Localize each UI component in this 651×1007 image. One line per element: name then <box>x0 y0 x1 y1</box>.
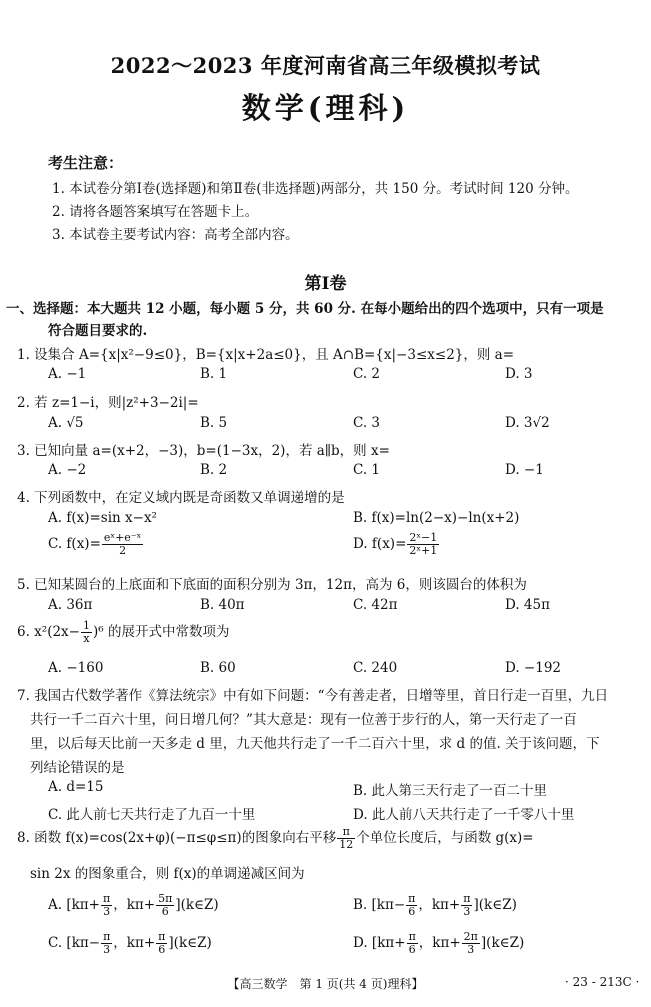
fraction <box>156 931 167 956</box>
q2-option-d: D. 3√2 <box>505 415 550 431</box>
q5-option-c: C. 42π <box>353 597 398 613</box>
notice-heading: 考生注意： <box>48 154 124 172</box>
question-7-stem-line: 列结论错误的是 <box>30 760 125 776</box>
q2-option-a: A. √5 <box>48 415 84 431</box>
opt-text: B. [kπ− <box>353 897 406 914</box>
denominator: 6 <box>408 943 416 957</box>
q6-option-c: C. 240 <box>353 660 398 676</box>
denominator: 6 <box>408 905 416 919</box>
volume-heading: 第Ⅰ卷 <box>304 274 347 294</box>
q5-option-d: D. 45π <box>505 597 550 613</box>
exam-title: 2022～2023 年度河南省高三年级模拟考试 <box>110 53 541 78</box>
numerator: π <box>408 892 416 905</box>
section-instruction-cont: 符合题目要求的. <box>48 323 148 339</box>
fraction <box>407 931 418 956</box>
question-3-stem: 3. 已知向量 a=(x+2，−3)，b=(1−3x，2)，若 a∥b，则 x= <box>17 443 390 459</box>
q4-option-d <box>353 532 440 557</box>
denominator: 2ˣ+1 <box>409 544 438 558</box>
question-4-stem: 4. 下列函数中，在定义域内既是奇函数又单调递增的是 <box>17 490 345 506</box>
denominator: 3 <box>463 905 471 919</box>
numerator: eˣ+e⁻ˣ <box>103 531 142 544</box>
q5-option-b: B. 40π <box>200 597 245 613</box>
denominator: 2 <box>119 544 127 558</box>
q8-option-c <box>48 931 212 956</box>
q8-prefix: 8. 函数 f(x)=cos(2x+φ)(−π≤φ≤π)的图象向右平移 <box>17 830 337 847</box>
q8-option-d <box>353 931 524 956</box>
q2-option-b: B. 5 <box>200 415 228 431</box>
question-8-stem-line: sin 2x 的图象重合，则 f(x)的单调递减区间为 <box>30 866 305 882</box>
question-2-stem: 2. 若 z=1−i，则|z²+3−2i|= <box>17 395 199 411</box>
question-7-stem: 7. 我国古代数学著作《算法统宗》中有如下问题：“今有善走者，日增等里，首日行走一百里，九日 <box>17 688 609 704</box>
denominator: 12 <box>339 838 354 852</box>
q6-option-a: A. −160 <box>48 660 104 676</box>
q4-option-b: B. f(x)=ln(2−x)−ln(x+2) <box>353 510 520 526</box>
q3-option-c: C. 1 <box>353 462 381 478</box>
fraction <box>462 931 480 956</box>
q8-option-b <box>353 893 517 918</box>
q4-option-a: A. f(x)=sin x−x² <box>48 510 157 526</box>
q8-suffix: 个单位长度后，与函数 g(x)= <box>356 830 534 847</box>
q6-option-b: B. 60 <box>200 660 236 676</box>
fraction <box>461 893 472 918</box>
fraction <box>101 893 112 918</box>
q8-option-a <box>48 893 219 918</box>
numerator: 2ˣ−1 <box>409 531 438 544</box>
q6-suffix: )⁶ 的展开式中常数项为 <box>92 624 230 641</box>
denominator: x <box>83 632 90 646</box>
fraction <box>156 893 174 918</box>
paper-code: · 23 - 213C · <box>565 975 640 989</box>
opt-text: D. [kπ+ <box>353 935 406 952</box>
opt-text: ](k∈Z) <box>480 935 525 952</box>
notice-item: 3. 本试卷主要考试内容：高考全部内容。 <box>52 227 299 243</box>
opt-text: ，kπ+ <box>418 935 461 952</box>
opt-text: ](k∈Z) <box>473 897 517 914</box>
question-1-stem: 1. 设集合 A={x|x²−9≤0}，B={x|x+2a≤0}，且 A∩B={x|−3≤x≤2}，则 a= <box>17 347 515 363</box>
section-instruction: 一、选择题：本大题共 12 小题，每小题 5 分，共 60 分. 在每小题给出的四个选项中，只有一项是 <box>6 301 604 317</box>
denominator: 6 <box>158 943 166 957</box>
opt-text: ，kπ+ <box>113 935 156 952</box>
q4-option-d-prefix: D. f(x)= <box>353 536 407 553</box>
notice-item: 2. 请将各题答案填写在答题卡上。 <box>52 204 259 220</box>
q1-option-c: C. 2 <box>353 366 381 382</box>
q7-option-c: C. 此人前七天共行走了九百一十里 <box>48 807 256 823</box>
q3-option-a: A. −2 <box>48 462 87 478</box>
q1-option-b: B. 1 <box>200 366 228 382</box>
q4-option-c <box>48 532 144 557</box>
denominator: 3 <box>103 943 111 957</box>
question-7-stem-line: 里，以后每天比前一天多走 d 里，九天他共行走了一千二百六十里，求 d 的值. 关于该问题，下 <box>30 736 600 752</box>
q1-option-d: D. 3 <box>505 366 533 382</box>
fraction <box>102 532 143 557</box>
q4-option-c-prefix: C. f(x)= <box>48 536 101 553</box>
q2-option-c: C. 3 <box>353 415 381 431</box>
q6-option-d: D. −192 <box>505 660 562 676</box>
page-footer: 【高三数学 第 1 页(共 4 页)理科】 <box>227 977 424 991</box>
q6-prefix: 6. x²(2x− <box>17 624 80 641</box>
opt-text: ](k∈Z) <box>175 897 219 914</box>
opt-text: ](k∈Z) <box>168 935 212 952</box>
numerator: 5π <box>158 892 173 905</box>
question-8-stem <box>17 826 534 851</box>
numerator: π <box>103 930 111 943</box>
q3-option-d: D. −1 <box>505 462 544 478</box>
question-5-stem: 5. 已知某圆台的上底面和下底面的面积分别为 3π，12π，高为 6，则该圆台的体积为 <box>17 577 527 593</box>
numerator: π <box>408 930 416 943</box>
q3-option-b: B. 2 <box>200 462 228 478</box>
q1-option-a: A. −1 <box>48 366 87 382</box>
numerator: π <box>337 826 355 839</box>
q7-option-d: D. 此人前八天共行走了一千零八十里 <box>353 807 575 823</box>
opt-text: ，kπ+ <box>418 897 461 914</box>
question-7-stem-line: 共行一千二百六十里，问日增几何？”其大意是：现有一位善于步行的人，第一天行走了一百 <box>30 712 577 728</box>
denominator: 3 <box>467 943 475 957</box>
q7-option-a: A. d=15 <box>48 779 104 795</box>
opt-text: C. [kπ− <box>48 935 101 952</box>
opt-text: A. [kπ+ <box>48 897 100 914</box>
numerator: 1 <box>82 619 90 632</box>
numerator: π <box>463 892 471 905</box>
notice-item: 1. 本试卷分第Ⅰ卷(选择题)和第Ⅱ卷(非选择题)两部分，共 150 分。考试时间 120 分钟。 <box>52 181 579 197</box>
numerator: π <box>102 892 111 905</box>
denominator: 3 <box>103 905 111 919</box>
question-6-stem <box>17 620 229 645</box>
exam-subtitle: 数学(理科) <box>241 91 410 125</box>
denominator: 6 <box>161 905 169 919</box>
fraction <box>101 931 112 956</box>
fraction <box>81 620 92 645</box>
opt-text: ，kπ+ <box>113 897 156 914</box>
fraction <box>407 532 439 557</box>
numerator: π <box>158 930 166 943</box>
fraction <box>406 893 417 918</box>
fraction <box>337 826 355 851</box>
numerator: 2π <box>463 930 478 943</box>
q5-option-a: A. 36π <box>48 597 93 613</box>
q7-option-b: B. 此人第三天行走了一百二十里 <box>353 783 548 799</box>
